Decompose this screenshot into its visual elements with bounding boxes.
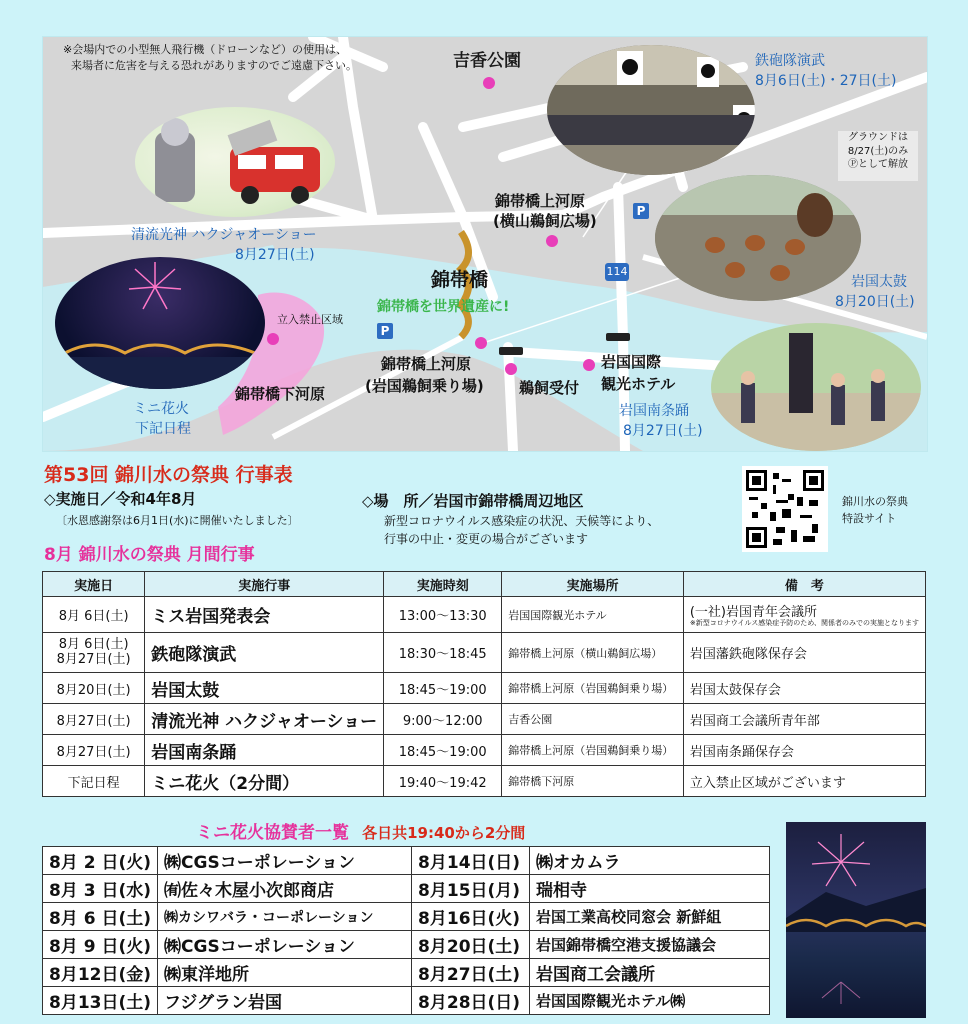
kikko-park-label: 吉香公園: [453, 51, 521, 71]
row-place: 錦帯橋上河原（岩国鵜飼乗り場）: [502, 735, 684, 766]
drone-notice-line1: ※会場内での小型無人飛行機（ドローンなど）の使用は、: [63, 43, 347, 56]
monthly-events-title: 8月 錦川水の祭典 月間行事: [44, 545, 255, 565]
date-label: ◇実施日／令和4年8月: [44, 490, 197, 508]
row-place: 吉香公園: [502, 704, 684, 735]
sponsor-name: フジグラン岩国: [158, 987, 412, 1015]
teppotai-label: 鉄砲隊演武: [755, 53, 825, 69]
header-event: 実施行事: [145, 572, 384, 597]
header-note: 備 考: [683, 572, 925, 597]
sponsor-date: 8月14日(日): [412, 847, 530, 875]
row-time: 13:00〜13:30: [384, 597, 502, 633]
row-event: ミス岩国発表会: [145, 597, 384, 633]
row-date: 8月27日(土): [43, 735, 145, 766]
row-note-small: ※新型コロナウイルス感染症予防のため、関係者のみでの実施となります: [689, 619, 919, 628]
row-event: 清流光神 ハクジャオーショー: [145, 704, 384, 735]
header-place: 実施場所: [502, 572, 684, 597]
taiko-label: 岩国太鼓: [851, 274, 907, 290]
ground-note-line1: グラウンドは: [848, 132, 908, 143]
sponsor-name: ㈲佐々木屋小次郎商店: [158, 875, 412, 903]
place-label: ◇場 所／岩国市錦帯橋周辺地区: [362, 492, 584, 510]
hotel-label-line2: 観光ホテル: [601, 375, 676, 393]
schedule-table: [42, 571, 926, 797]
sponsor-date: 8月20日(土): [412, 931, 530, 959]
kamigawara-noriba-line1: 錦帯橋上河原: [381, 355, 472, 373]
hotel-marker: [583, 359, 595, 371]
row-note-cell: [683, 597, 925, 633]
sponsor-table: [42, 846, 770, 1015]
row-place: 岩国国際観光ホテル: [502, 597, 684, 633]
sponsor-date: 8月12日(金): [43, 959, 158, 987]
table-row: [43, 704, 926, 735]
date-note: 〔水恩感謝祭は6月1日(水)に開催いたしました〕: [56, 514, 299, 527]
restricted-area-marker: [267, 333, 279, 345]
sponsor-date: 8月27日(土): [412, 959, 530, 987]
table-row: [43, 931, 770, 959]
table-row: [43, 987, 770, 1015]
mini-hanabi-map-label-2: 下記日程: [135, 421, 191, 437]
nanjo-date: 8月27日(土): [623, 423, 703, 439]
sponsor-name: 瑞相寺: [530, 875, 770, 903]
hero-figure-icon: [135, 107, 335, 217]
row-time: 9:00〜12:00: [384, 704, 502, 735]
row-time: 18:30〜18:45: [384, 633, 502, 673]
row-event: 岩国南条踊: [145, 735, 384, 766]
dancers-icon: [711, 323, 921, 451]
header-date: 実施日: [43, 572, 145, 597]
taiko-drums-icon: [655, 175, 861, 301]
row-time: 18:45〜19:00: [384, 673, 502, 704]
hotel-label-line1: 岩国国際: [601, 353, 662, 371]
drone-notice-line2: 来場者に危害を与える恐れがありますのでご遠慮下さい。: [71, 59, 357, 72]
kintaikyo-label: 錦帯橋: [431, 269, 489, 291]
mini-hanabi-map-label-1: ミニ花火: [133, 401, 189, 417]
program-title: 第53回 錦川水の祭典 行事表: [44, 464, 293, 486]
sponsor-date: 8月16日(火): [412, 903, 530, 931]
sponsor-name: ㈱カシワバラ・コーポレーション: [158, 903, 412, 931]
kamikawara-yokoyama-line2: (横山鵜飼広場): [493, 212, 597, 230]
schedule-header-row: [43, 572, 926, 597]
taiko-photo: [655, 175, 861, 301]
kamikawara-yokoyama-line1: 錦帯橋上河原: [495, 192, 586, 210]
sponsor-subtitle: 各日共19:40から2分間: [362, 824, 526, 842]
kamikawara-yokoyama-marker: [546, 235, 558, 247]
row-date: 8月 6日(土): [58, 636, 129, 652]
event-map: [42, 36, 928, 452]
table-row: [43, 735, 926, 766]
row-place: 錦帯橋上河原（岩国鵜飼乗り場）: [502, 673, 684, 704]
row-date-cell: [43, 633, 145, 673]
qr-caption-line1: 錦川水の祭典: [842, 495, 908, 508]
row-note: 岩国藩鉄砲隊保存会: [683, 633, 925, 673]
row-note: (一社)岩国青年会議所: [689, 605, 817, 621]
sponsor-date: 8月13日(土): [43, 987, 158, 1015]
nanjo-odori-photo: [711, 323, 921, 451]
covid-note-line1: 新型コロナウイルス感染症の状況、天候等により、: [384, 514, 660, 528]
row-date: 8月27日(土): [43, 704, 145, 735]
ukai-reception-marker: [505, 363, 517, 375]
teppotai-date: 8月6日(土)・27日(土): [755, 73, 897, 89]
shimogawara-label: 錦帯橋下河原: [235, 385, 326, 403]
table-row: [43, 903, 770, 931]
fireworks-bridge-icon: [786, 822, 926, 1018]
qr-code-icon: [746, 470, 824, 548]
fireworks-icon: [55, 257, 265, 389]
row-note: 岩国商工会議所青年部: [683, 704, 925, 735]
parking-icon: P: [633, 203, 649, 219]
ukai-reception-label: 鵜飼受付: [519, 379, 580, 397]
row-place: 錦帯橋下河原: [502, 766, 684, 797]
row-date: 8月20日(土): [43, 673, 145, 704]
sponsor-name: 岩国工業高校同窓会 新鮮組: [530, 903, 770, 931]
table-row: [43, 766, 926, 797]
sponsor-date: 8月 3 日(水): [43, 875, 158, 903]
parking-icon-2: P: [377, 323, 393, 339]
sponsor-heading: [196, 818, 525, 843]
row-note: 岩国南条踊保存会: [683, 735, 925, 766]
row-event: 鉄砲隊演武: [145, 633, 384, 673]
nanjo-label: 岩国南条踊: [619, 403, 689, 419]
table-row: [43, 673, 926, 704]
sponsor-name: 岩国錦帯橋空港支援協議会: [530, 931, 770, 959]
header-time: 実施時刻: [384, 572, 502, 597]
qr-caption: [842, 494, 908, 527]
table-row: [43, 633, 926, 673]
sponsor-name: ㈱CGSコーポレーション: [158, 931, 412, 959]
row-note: 立入禁止区域がございます: [683, 766, 925, 797]
sponsor-name: ㈱東洋地所: [158, 959, 412, 987]
row-time: 18:45〜19:00: [384, 735, 502, 766]
ground-note-line2: 8/27(土)のみ: [847, 145, 909, 157]
table-row: [43, 847, 770, 875]
sponsor-name: 岩国国際観光ホテル㈱: [530, 987, 770, 1015]
sponsor-date: 8月15日(月): [412, 875, 530, 903]
restricted-area-label: 立入禁止区域: [277, 313, 343, 326]
row-note: 岩国太鼓保存会: [683, 673, 925, 704]
row-date: 下記日程: [43, 766, 145, 797]
row-date: 8月 6日(土): [43, 597, 145, 633]
sponsor-name: ㈱オカムラ: [530, 847, 770, 875]
kamigawara-noriba-marker: [475, 337, 487, 349]
sponsor-name: 岩国商工会議所: [530, 959, 770, 987]
covid-note-line2: 行事の中止・変更の場合がございます: [384, 532, 589, 546]
taiko-date: 8月20日(土): [835, 294, 915, 310]
table-row: [43, 875, 770, 903]
teppotai-scene-icon: [547, 45, 755, 175]
fireworks-photo: [55, 257, 265, 389]
row-time: 19:40〜19:42: [384, 766, 502, 797]
qr-code[interactable]: [742, 466, 828, 552]
table-row: [43, 597, 926, 633]
table-row: [43, 959, 770, 987]
kikko-park-marker: [483, 77, 495, 89]
row-event: ミニ花火（2分間）: [145, 766, 384, 797]
traffic-light-icon: [499, 347, 523, 355]
ground-note-line3: Ⓟとして解放: [848, 159, 908, 170]
sponsor-date: 8月 9 日(火): [43, 931, 158, 959]
teppotai-photo: [547, 45, 755, 175]
hakujya-photo: [135, 107, 335, 217]
kamigawara-noriba-line2: (岩国鵜飼乗り場): [365, 377, 484, 395]
hakujya-date: 8月27日(土): [235, 247, 315, 263]
row-event: 岩国太鼓: [145, 673, 384, 704]
row-place: 錦帯橋上河原（横山鵜飼広場）: [502, 633, 684, 673]
route-114-sign: 114: [605, 263, 629, 281]
hakujya-label: 清流光神 ハクジャオーショー: [131, 227, 317, 243]
sponsor-date: 8月28日(日): [412, 987, 530, 1015]
qr-caption-line2: 特設サイト: [842, 511, 897, 525]
world-heritage-slogan: 錦帯橋を世界遺産に!: [377, 299, 510, 315]
traffic-light-icon-2: [606, 333, 630, 341]
fireworks-bridge-photo: [786, 822, 926, 1018]
sponsor-date: 8月 6 日(土): [43, 903, 158, 931]
row-date-2: 8月27日(土): [56, 651, 131, 667]
sponsor-date: 8月 2 日(火): [43, 847, 158, 875]
sponsor-name: ㈱CGSコーポレーション: [158, 847, 412, 875]
ground-note: [838, 131, 918, 181]
sponsor-title: ミニ花火協賛者一覧: [196, 823, 349, 843]
